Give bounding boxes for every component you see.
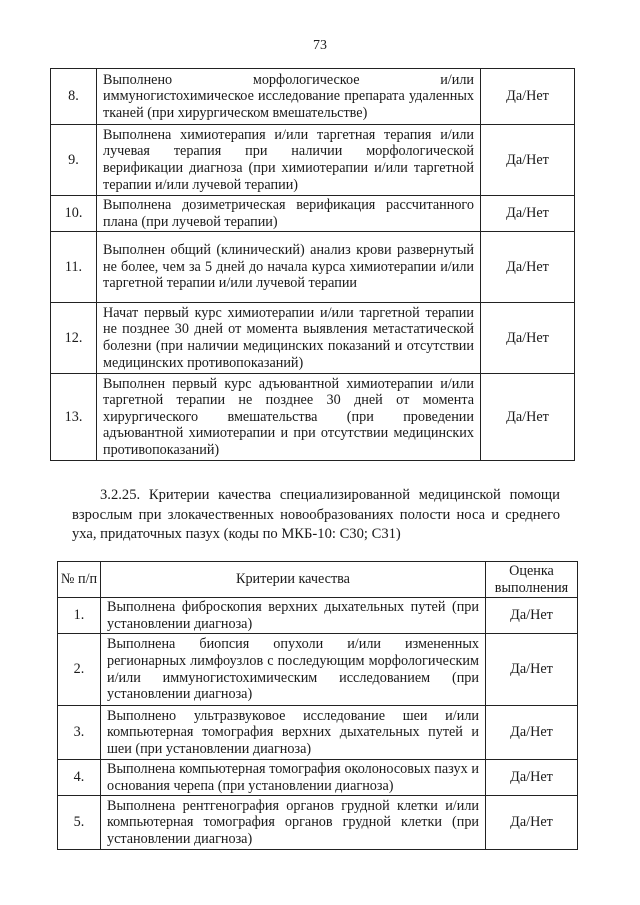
row-number: 8.	[51, 69, 97, 125]
row-criterion: Выполнен общий (клинический) анализ крови развернутый не более, чем за 5 дней до начала курса химиотерапии и/или таргетной терапии и/или лучевой терапии	[97, 232, 481, 303]
row-number: 4.	[58, 760, 101, 796]
table-row	[58, 760, 578, 796]
row-evaluation: Да/Нет	[481, 125, 575, 196]
row-criterion: Выполнена химиотерапия и/или таргетная терапия и/или лучевая терапия при наличии морфологической верификации диагноза (при химиотерапии и/или таргетной терапии и/или лучевой терапии)	[97, 125, 481, 196]
table-row	[51, 374, 575, 461]
row-criterion: Выполнена биопсия опухоли и/или измененных регионарных лимфоузлов с последующим морфологическим и/или иммуногистохимическим исследованием (при установлении диагноза)	[101, 634, 486, 706]
row-number: 2.	[58, 634, 101, 706]
row-number: 10.	[51, 196, 97, 232]
row-number: 9.	[51, 125, 97, 196]
header-evaluation: Оценка выполнения	[486, 562, 578, 598]
row-number: 13.	[51, 374, 97, 461]
row-evaluation: Да/Нет	[486, 760, 578, 796]
row-number: 3.	[58, 706, 101, 760]
row-criterion: Выполнено ультразвуковое исследование шеи и/или компьютерная томография верхних дыхательных путей и шеи (при установлении диагноза)	[101, 706, 486, 760]
row-evaluation: Да/Нет	[486, 706, 578, 760]
table-row	[58, 796, 578, 850]
criteria-table	[57, 561, 578, 850]
row-number: 1.	[58, 598, 101, 634]
row-criterion: Выполнена рентгенография органов грудной клетки и/или компьютерная томография органов грудной клетки (при установлении диагноза)	[101, 796, 486, 850]
row-criterion: Выполнено морфологическое и/или иммуногистохимическое исследование препарата удаленных тканей (при хирургическом вмешательстве)	[97, 69, 481, 125]
row-criterion: Выполнена дозиметрическая верификация рассчитанного плана (при лучевой терапии)	[97, 196, 481, 232]
row-number: 11.	[51, 232, 97, 303]
row-evaluation: Да/Нет	[481, 69, 575, 125]
row-number: 12.	[51, 303, 97, 374]
row-evaluation: Да/Нет	[481, 303, 575, 374]
row-evaluation: Да/Нет	[486, 796, 578, 850]
table-row	[58, 634, 578, 706]
page-number: 73	[313, 38, 327, 53]
row-evaluation: Да/Нет	[486, 634, 578, 706]
table-row	[51, 69, 575, 125]
table-row	[58, 706, 578, 760]
row-criterion: Выполнена фиброскопия верхних дыхательных путей (при установлении диагноза)	[101, 598, 486, 634]
row-evaluation: Да/Нет	[481, 374, 575, 461]
row-evaluation: Да/Нет	[486, 598, 578, 634]
row-criterion: Выполнена компьютерная томография околоносовых пазух и основания черепа (при установлении диагноза)	[101, 760, 486, 796]
row-number: 5.	[58, 796, 101, 850]
header-number: № п/п	[58, 562, 101, 598]
row-evaluation: Да/Нет	[481, 232, 575, 303]
table-row	[51, 196, 575, 232]
table-row	[51, 125, 575, 196]
row-evaluation: Да/Нет	[481, 196, 575, 232]
section-heading: 3.2.25. Критерии качества специализированной медицинской помощи взрослым при злокачественных новообразованиях полости носа и среднего уха, придаточных пазух (коды по МКБ-10: C30; C31)	[72, 487, 560, 542]
row-criterion: Начат первый курс химиотерапии и/или таргетной терапии не позднее 30 дней от момента выявления метастатической болезни (при наличии медицинских показаний и отсутствии медицинских противопоказаний)	[97, 303, 481, 374]
criteria-table-continued	[50, 68, 575, 461]
table-row	[51, 232, 575, 303]
table-row	[58, 598, 578, 634]
table-row	[51, 303, 575, 374]
row-criterion: Выполнен первый курс адъювантной химиотерапии и/или таргетной терапии не позднее 30 дней от момента хирургического вмешательства (при проведении адъювантной химиотерапии и при отсутствии медицинских противопоказаний)	[97, 374, 481, 461]
header-criteria: Критерии качества	[101, 562, 486, 598]
table-header-row	[58, 562, 578, 598]
